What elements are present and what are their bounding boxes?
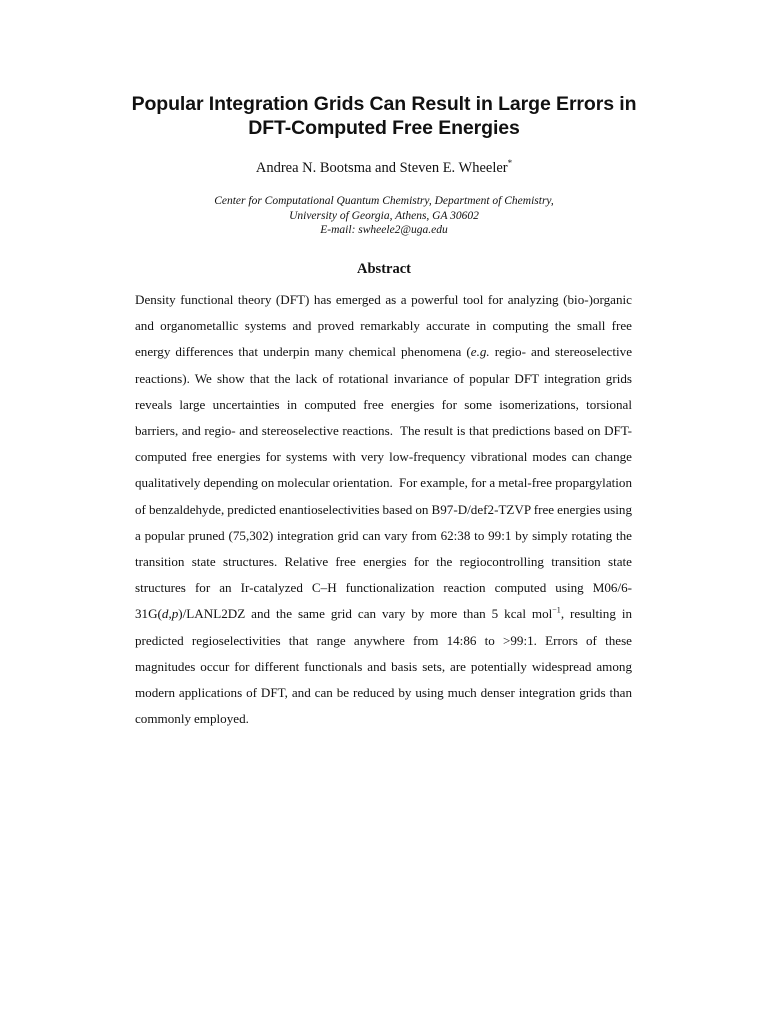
abstract-paragraph bbox=[135, 287, 632, 732]
abstract-text-part-3: )/LANL2DZ and the same grid can vary by more than 5 kcal mol bbox=[178, 606, 553, 622]
contact-email: E-mail: swheele2@uga.edu bbox=[320, 224, 448, 236]
affiliation bbox=[84, 194, 684, 238]
paper-title bbox=[84, 92, 684, 140]
abstract-basis-polarization: d,p bbox=[161, 606, 179, 622]
affiliation-line-2: University of Georgia, Athens, GA 30602 bbox=[289, 209, 479, 222]
author-list bbox=[84, 159, 684, 177]
corresponding-author-mark: * bbox=[507, 158, 513, 169]
title-line-1: Popular Integration Grids Can Result in Large Errors in bbox=[131, 93, 637, 115]
unit-exponent: −1 bbox=[552, 606, 561, 616]
abstract-text-part-1: Density functional theory (DFT) has emerged as a powerful tool for analyzing (bio-)organic and organometallic systems and proved remarkably accurate in computing the small free energy differences that underpin many chemical phenomena ( bbox=[135, 292, 632, 360]
abstract-text-part-2: regio- and stereoselective reactions). We show that the lack of rotational invariance of popular DFT integration grids reveals large uncertainties in computed free energies for some isomerizations, torsional barriers, and regio- and stereoselective reactions. The result is that predictions based on DFT-computed free energies for systems with very low-frequency vibrational modes can change qualitatively depending on molecular orientation. For example, for a metal-free propargylation of benzaldehyde, predicted enantioselectivities based on B97-D/def2-TZVP free energies using a popular pruned (75,302) integration grid can vary from 62:38 to 99:1 by simply rotating the transition state structures. Relative free energies for the regiocontrolling transition state structures for an Ir-catalyzed C–H functionalization reaction computed using M06/6-31G( bbox=[135, 344, 633, 622]
abstract-heading: Abstract bbox=[357, 261, 411, 277]
author-names: Andrea N. Bootsma and Steven E. Wheeler bbox=[255, 160, 508, 176]
abstract-text-part-4: , resulting in predicted regioselectivities that range anywhere from 14:86 to >99:1. Errors of these magnitudes occur for different functionals and basis sets, are potentially widespread among modern applications of DFT, and can be reduced by using much denser integration grids than commonly employed. bbox=[135, 606, 633, 727]
title-line-2: DFT-Computed Free Energies bbox=[248, 117, 520, 139]
abstract-eg: e.g. bbox=[470, 344, 490, 360]
affiliation-line-1: Center for Computational Quantum Chemistry, Department of Chemistry, bbox=[214, 195, 554, 207]
